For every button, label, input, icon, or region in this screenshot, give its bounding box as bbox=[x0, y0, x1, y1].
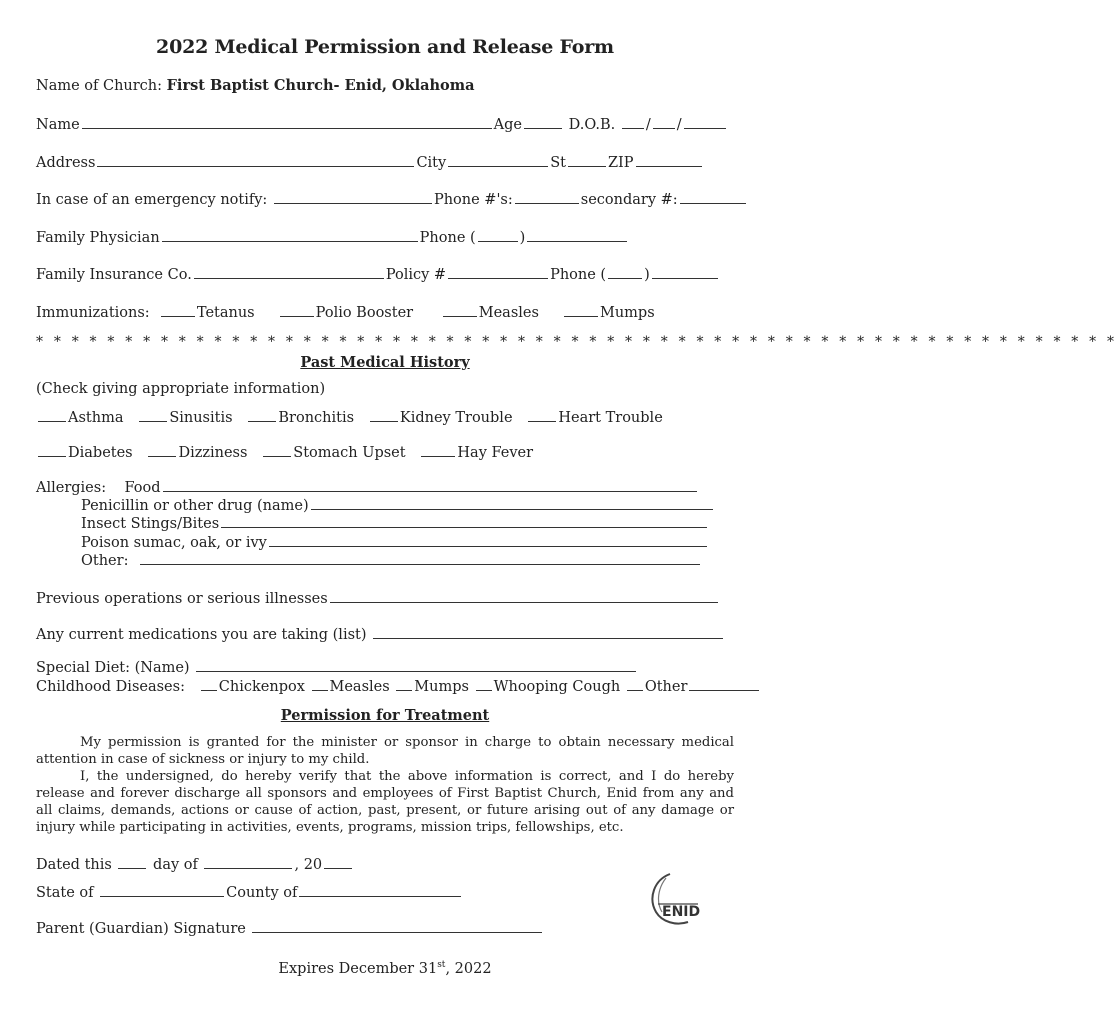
childhood-other-field[interactable] bbox=[689, 677, 759, 691]
dob-day-field[interactable] bbox=[653, 115, 675, 129]
diet-line bbox=[36, 658, 638, 677]
secondary-field[interactable] bbox=[680, 190, 746, 204]
allergies-food-line bbox=[36, 478, 699, 497]
childhood-other-check[interactable] bbox=[627, 677, 643, 691]
year-label: , 20 bbox=[294, 857, 323, 873]
allergies-food-label: Food bbox=[124, 480, 161, 496]
immunization-measles: Measles bbox=[478, 305, 539, 321]
stomach-check[interactable] bbox=[263, 443, 291, 457]
allergies-poison-line bbox=[81, 533, 709, 552]
childhood-other: Other bbox=[644, 679, 688, 695]
childhood-label: Childhood Diseases: bbox=[36, 679, 185, 695]
allergies-penicillin-line bbox=[81, 496, 715, 515]
allergies-other-label: Other: bbox=[81, 553, 129, 569]
enid-logo-icon bbox=[640, 868, 710, 930]
parent-signature-line bbox=[36, 919, 544, 938]
parent-signature-field[interactable] bbox=[252, 919, 542, 933]
dated-year-field[interactable] bbox=[324, 855, 352, 869]
zip-field[interactable] bbox=[636, 153, 702, 167]
heart-check[interactable] bbox=[528, 408, 556, 422]
history-diabetes: Diabetes bbox=[68, 445, 133, 461]
tetanus-check[interactable] bbox=[161, 303, 195, 317]
dob-label: D.O.B. bbox=[568, 117, 616, 133]
allergies-food-field[interactable] bbox=[163, 478, 697, 492]
immunization-mumps: Mumps bbox=[599, 305, 655, 321]
diet-field[interactable] bbox=[196, 658, 636, 672]
insurance-phone-label: Phone ( bbox=[550, 267, 607, 283]
emergency-contact-field[interactable] bbox=[274, 190, 432, 204]
parent-signature-label: Parent (Guardian) Signature bbox=[36, 921, 246, 937]
permission-heading: Permission for Treatment bbox=[280, 707, 490, 724]
dated-month-field[interactable] bbox=[204, 855, 292, 869]
physician-label: Family Physician bbox=[36, 230, 160, 246]
allergies-insect-field[interactable] bbox=[221, 514, 707, 528]
immunizations-line bbox=[36, 303, 655, 322]
allergies-penicillin-field[interactable] bbox=[311, 496, 713, 510]
allergies-poison-field[interactable] bbox=[269, 533, 707, 547]
allergies-poison-label: Poison sumac, oak, or ivy bbox=[81, 535, 267, 551]
previous-line bbox=[36, 589, 720, 608]
city-field[interactable] bbox=[448, 153, 548, 167]
history-stomach: Stomach Upset bbox=[293, 445, 406, 461]
address-label: Address bbox=[36, 155, 96, 171]
emergency-line bbox=[36, 190, 748, 209]
history-heading: Past Medical History bbox=[300, 354, 470, 371]
church-name: First Baptist Church- Enid, Oklahoma bbox=[166, 77, 475, 94]
church-label: Name of Church: bbox=[36, 78, 163, 94]
name-label: Name bbox=[36, 117, 80, 133]
previous-label: Previous operations or serious illnesses bbox=[36, 591, 328, 607]
dated-day-field[interactable] bbox=[118, 855, 146, 869]
age-label: Age bbox=[493, 117, 523, 133]
childhood-measles-check[interactable] bbox=[312, 677, 328, 691]
policy-label: Policy # bbox=[385, 267, 447, 283]
allergies-other-field[interactable] bbox=[140, 551, 700, 565]
physician-phone-field[interactable] bbox=[527, 228, 627, 242]
permission-paragraph-2 bbox=[36, 768, 734, 836]
dated-line bbox=[36, 855, 354, 874]
history-row-1 bbox=[36, 408, 663, 427]
permission-paragraph-1 bbox=[36, 734, 734, 768]
dob-month-field[interactable] bbox=[622, 115, 644, 129]
insurance-phone-field[interactable] bbox=[652, 265, 718, 279]
zip-label: ZIP bbox=[607, 155, 634, 171]
medications-line bbox=[36, 625, 725, 644]
immunizations-label: Immunizations: bbox=[36, 305, 150, 321]
allergies-insect-line bbox=[81, 514, 709, 533]
childhood-whooping: Whooping Cough bbox=[493, 679, 621, 695]
emergency-label: In case of an emergency notify: bbox=[36, 192, 268, 208]
secondary-label: secondary #: bbox=[580, 192, 678, 208]
name-field[interactable] bbox=[82, 115, 492, 129]
history-sinusitis: Sinusitis bbox=[169, 410, 233, 426]
childhood-line bbox=[36, 677, 761, 696]
immunization-tetanus: Tetanus bbox=[196, 305, 255, 321]
insurance-label: Family Insurance Co. bbox=[36, 267, 192, 283]
logo-text: ENID bbox=[662, 904, 701, 920]
whooping-check[interactable] bbox=[476, 677, 492, 691]
measles-check[interactable] bbox=[443, 303, 477, 317]
dated-label: Dated this bbox=[36, 857, 112, 873]
kidney-check[interactable] bbox=[370, 408, 398, 422]
expires-year: , 2022 bbox=[445, 960, 492, 977]
expires-line bbox=[0, 956, 770, 978]
age-field[interactable] bbox=[524, 115, 562, 129]
childhood-measles: Measles bbox=[329, 679, 390, 695]
phones-field[interactable] bbox=[515, 190, 579, 204]
sinusitis-check[interactable] bbox=[139, 408, 167, 422]
address-field[interactable] bbox=[97, 153, 414, 167]
form-title: 2022 Medical Permission and Release Form bbox=[156, 36, 614, 58]
st-label: St bbox=[550, 155, 566, 171]
history-bronchitis: Bronchitis bbox=[278, 410, 355, 426]
expires-text: Expires December 31 bbox=[278, 960, 438, 977]
dob-year-field[interactable] bbox=[684, 115, 726, 129]
allergies-other-line bbox=[81, 551, 702, 570]
allergies-label: Allergies: bbox=[36, 480, 107, 496]
diabetes-check[interactable] bbox=[38, 443, 66, 457]
medications-label: Any current medications you are taking (list) bbox=[36, 627, 367, 643]
physician-field[interactable] bbox=[162, 228, 418, 242]
policy-field[interactable] bbox=[448, 265, 548, 279]
name-line: Name Age D.O.B. / / bbox=[36, 115, 728, 134]
phones-label: Phone #'s: bbox=[433, 192, 513, 208]
history-hayfever: Hay Fever bbox=[457, 445, 534, 461]
permission-p1-text: My permission is granted for the minister or sponsor in charge to obtain necessary medical attention in case of sickness or injury to my child. bbox=[36, 735, 734, 767]
history-asthma: Asthma bbox=[68, 410, 124, 426]
history-heart: Heart Trouble bbox=[558, 410, 663, 426]
physician-line: Family Physician Phone ( ) bbox=[36, 228, 629, 247]
state-county-line bbox=[36, 883, 463, 902]
separator-stars: * * * * * * * * * * * * * * * * * * * * * * * * * * * * * * * * * * * * * * * * * * * * * * * * * * * * * * * * * * * * * bbox=[36, 334, 1117, 350]
history-instruction: (Check giving appropriate information) bbox=[36, 381, 326, 397]
insurance-line: Family Insurance Co. Policy # Phone ( ) bbox=[36, 265, 720, 284]
childhood-chickenpox: Chickenpox bbox=[218, 679, 305, 695]
mumps-check[interactable] bbox=[564, 303, 598, 317]
expires-sup: st bbox=[437, 960, 446, 970]
polio-check[interactable] bbox=[280, 303, 314, 317]
history-dizziness: Dizziness bbox=[178, 445, 248, 461]
insurance-area-code-field[interactable] bbox=[608, 265, 642, 279]
diet-label: Special Diet: (Name) bbox=[36, 660, 190, 676]
chickenpox-check[interactable] bbox=[201, 677, 217, 691]
state-field[interactable] bbox=[100, 883, 224, 897]
allergies-penicillin-label: Penicillin or other drug (name) bbox=[81, 498, 309, 514]
county-label: County of bbox=[226, 885, 298, 901]
city-label: City bbox=[416, 155, 447, 171]
physician-area-code-field[interactable] bbox=[478, 228, 518, 242]
childhood-mumps-check[interactable] bbox=[396, 677, 412, 691]
dizziness-check[interactable] bbox=[148, 443, 176, 457]
address-line bbox=[36, 153, 704, 172]
medications-field[interactable] bbox=[373, 625, 723, 639]
state-label: State of bbox=[36, 885, 94, 901]
permission-p2-text: I, the undersigned, do hereby verify that the above information is correct, and I do hereby release and forever discharge all sponsors and employees of First Baptist Church, Enid from any and all claims, demands, actions or cause of action, past, present, or future arising out of any damage or injury while participating in activities, events, programs, mission trips, fellowships, etc. bbox=[36, 769, 734, 835]
allergies-insect-label: Insect Stings/Bites bbox=[81, 516, 220, 532]
st-field[interactable] bbox=[568, 153, 606, 167]
history-row-2 bbox=[36, 443, 533, 462]
hayfever-check[interactable] bbox=[421, 443, 455, 457]
history-kidney: Kidney Trouble bbox=[399, 410, 513, 426]
bronchitis-check[interactable] bbox=[248, 408, 276, 422]
county-field[interactable] bbox=[299, 883, 461, 897]
day-of-label: day of bbox=[153, 857, 198, 873]
physician-phone-label: Phone ( bbox=[419, 230, 476, 246]
church-line bbox=[36, 77, 474, 95]
asthma-check[interactable] bbox=[38, 408, 66, 422]
previous-field[interactable] bbox=[330, 589, 718, 603]
childhood-mumps: Mumps bbox=[414, 679, 469, 695]
insurance-field[interactable] bbox=[194, 265, 384, 279]
immunization-polio: Polio Booster bbox=[315, 305, 414, 321]
